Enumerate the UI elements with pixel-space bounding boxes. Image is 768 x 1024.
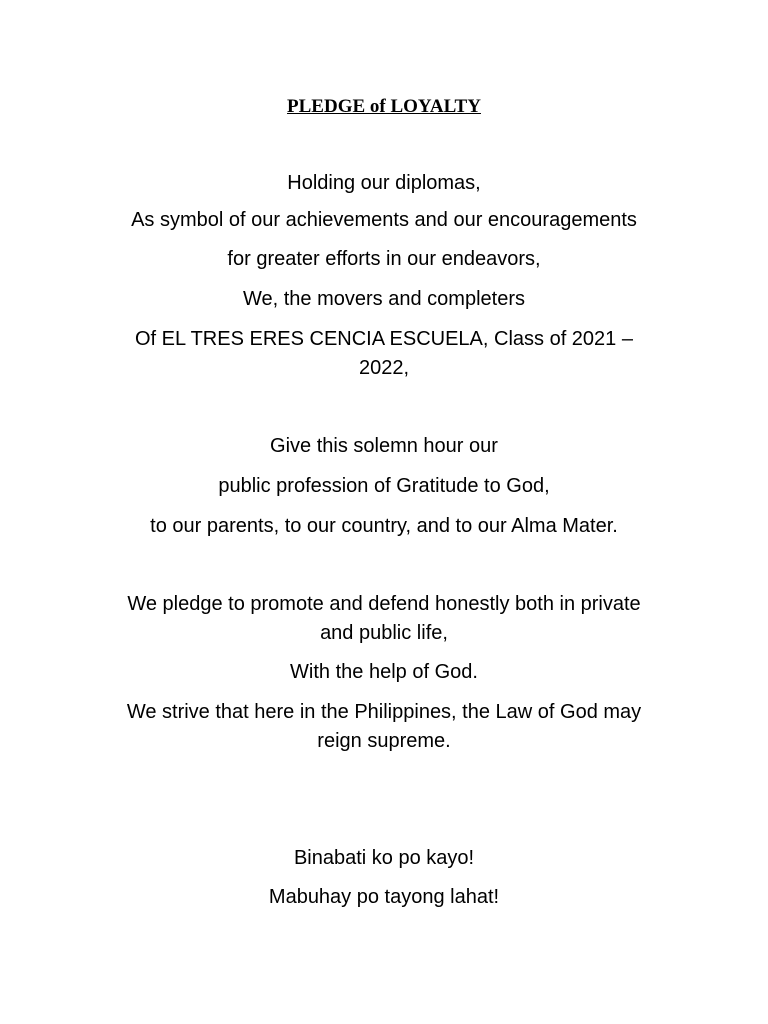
pledge-line: for greater efforts in our endeavors, (227, 248, 541, 270)
pledge-line: 2022, (358, 357, 410, 379)
pledge-line: reign supreme. (317, 730, 451, 752)
pledge-line: and public life, (320, 622, 448, 644)
document-title: PLEDGE of LOYALTY (287, 96, 481, 117)
closing-line: Mabuhay po tayong lahat! (268, 886, 500, 908)
pledge-line: Holding our diplomas, (287, 172, 481, 194)
pledge-line: to our parents, to our country, and to our Alma Mater. (150, 515, 618, 537)
pledge-line: public profession of Gratitude to God, (218, 475, 550, 497)
pledge-line: With the help of God. (290, 661, 478, 683)
pledge-line: As symbol of our achievements and our encouragements (131, 209, 637, 231)
pledge-line: We pledge to promote and defend honestly both in private (127, 593, 641, 615)
closing-line: Binabati ko po kayo! (293, 847, 475, 869)
pledge-line: We strive that here in the Philippines, the Law of God may (126, 701, 642, 723)
pledge-line: Of EL TRES ERES CENCIA ESCUELA, Class of 2021 – (135, 328, 633, 350)
pledge-line: We, the movers and completers (243, 288, 525, 310)
pledge-line: Give this solemn hour our (270, 435, 498, 457)
